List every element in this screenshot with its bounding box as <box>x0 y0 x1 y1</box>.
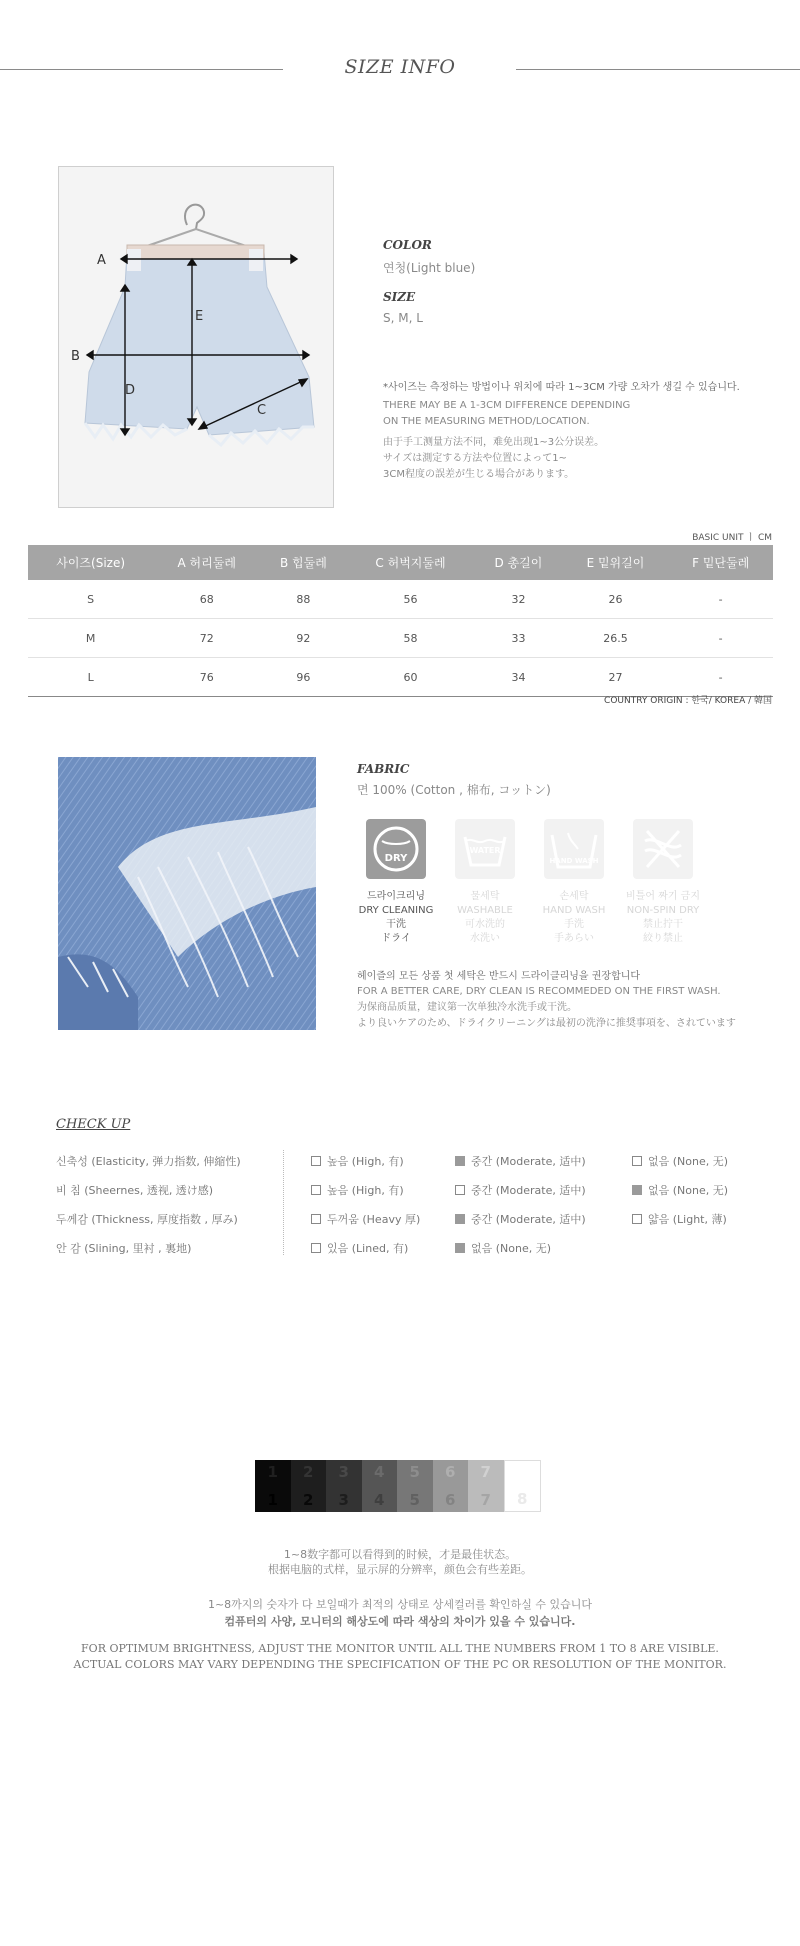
checkbox-empty <box>311 1156 321 1166</box>
measure-note-en-1: THERE MAY BE A 1-3CM DIFFERENCE DEPENDING <box>383 400 631 411</box>
checkup-option <box>455 1153 586 1169</box>
fabric-value: 면 100% (Cotton , 棉布, コットン) <box>357 783 551 797</box>
checkbox-empty <box>632 1214 642 1224</box>
col-header: A 허리둘레 <box>153 545 260 580</box>
checkup-option-text: 중간 (Moderate, 适中) <box>471 1155 586 1168</box>
diagram-label-d: D <box>125 383 136 398</box>
hanger-hook <box>185 205 204 229</box>
checkbox-empty <box>311 1243 321 1253</box>
monitor-note-cn-2: 根据电脑的式样，显示屏的分辨率，颜色会有些差距。 <box>268 1563 532 1576</box>
fabric-note-jp: より良いケアのため、ドライクリーニングは最初の洗浄に推奨事項を、されています <box>357 1018 736 1029</box>
care-line: 드라이크리닝 <box>367 891 425 902</box>
monitor-note-ko-2: 컴퓨터의 사양, 모니터의 해상도에 따라 색상의 차이가 있을 수 있습니다. <box>224 1615 576 1628</box>
table-row <box>28 619 773 658</box>
checkup-option-text: 중간 (Moderate, 适中) <box>471 1184 586 1197</box>
gray-swatch <box>291 1460 327 1512</box>
gray-swatch <box>255 1460 291 1512</box>
checkup-option <box>311 1153 404 1169</box>
diagram-label-c: C <box>257 403 267 418</box>
swatch-digit-top: 2 <box>303 1463 314 1481</box>
gray-swatch <box>433 1460 469 1512</box>
care-line: 水洗い <box>470 933 500 944</box>
swatch-digit-bottom: 1 <box>267 1491 278 1509</box>
no-spin-dry-icon <box>633 819 693 879</box>
care-line: 絞り禁止 <box>643 933 683 944</box>
swatch-digit-top: 3 <box>338 1463 349 1481</box>
fabric-note-en: FOR A BETTER CARE, DRY CLEAN IS RECOMMEDED ON THE FIRST WASH. <box>357 986 721 997</box>
measure-note-ko: *사이즈는 측정하는 방법이나 위치에 따라 1~3CM 가량 오차가 생길 수 있습니다. <box>383 382 740 393</box>
care-line: HAND WASH <box>542 905 606 916</box>
monitor-note-ko-1: 1~8까지의 숫자가 다 보일때가 최적의 상태로 상세컬러를 확인하실 수 있습니다 <box>207 1598 593 1611</box>
care-line: ドライ <box>381 933 411 944</box>
checkup-label-thickness: 두께감 (Thickness, 厚度指数 , 厚み) <box>56 1213 238 1226</box>
gray-swatch <box>504 1460 542 1512</box>
swatch-digit-bottom: 6 <box>445 1491 456 1509</box>
table-cell: 32 <box>474 580 562 619</box>
care-line: NON-SPIN DRY <box>626 905 700 916</box>
fabric-note-cn: 为保商品质量，建议第一次单独冷水洗手或干洗。 <box>357 1002 577 1013</box>
care-icon-text: DRY <box>384 853 408 864</box>
checkup-option <box>311 1240 408 1256</box>
basic-unit: BASIC UNIT ㅣ CM <box>692 533 772 543</box>
checkup-option <box>311 1211 420 1227</box>
checkup-option-text: 얇음 (Light, 薄) <box>648 1213 727 1226</box>
care-icon-text: WATER <box>469 846 501 855</box>
country-origin: COUNTRY ORIGIN : 한국/ KOREA / 韓国 <box>604 696 772 706</box>
checkup-option-text: 없음 (None, 无) <box>648 1184 729 1197</box>
care-line: DRY CLEANING <box>358 905 434 916</box>
checkbox-empty <box>311 1214 321 1224</box>
care-line: 물세탁 <box>470 891 500 902</box>
checkup-label-elasticity: 신축성 (Elasticity, 弹力指数, 伸縮性) <box>56 1155 241 1168</box>
hanger-body <box>144 229 249 247</box>
table-cell: 88 <box>260 580 346 619</box>
measure-note-jp-1: サイズは測定する方法や位置によって1~ <box>383 453 567 464</box>
checkup-option <box>311 1182 404 1198</box>
table-cell: 27 <box>563 658 669 697</box>
monitor-note-cn-1: 1~8数字都可以看得到的时候，才是最佳状态。 <box>283 1548 517 1561</box>
col-header: B 힙둘레 <box>260 545 346 580</box>
belt-loop-right <box>249 249 263 271</box>
checkup-option-text: 있음 (Lined, 有) <box>327 1242 409 1255</box>
diagram-label-b: B <box>71 349 80 364</box>
monitor-gray-scale <box>255 1460 541 1512</box>
gray-swatch <box>362 1460 398 1512</box>
hand-wash-icon <box>544 819 604 879</box>
table-cell: 92 <box>260 619 346 658</box>
gray-swatch <box>397 1460 433 1512</box>
swatch-digit-bottom: 8 <box>517 1490 528 1508</box>
checkbox-filled <box>455 1243 465 1253</box>
color-heading: COLOR <box>383 238 432 252</box>
checkup-option-text: 중간 (Moderate, 适中) <box>471 1213 586 1226</box>
color-value: 연청(Light blue) <box>383 261 476 275</box>
care-line: 禁止拧干 <box>643 919 683 930</box>
fabric-note-ko: 헤이즐의 모든 상품 첫 세탁은 반드시 드라이클리닝을 권장합니다 <box>357 971 641 982</box>
swatch-digit-bottom: 4 <box>374 1491 385 1509</box>
table-cell: 58 <box>347 619 475 658</box>
waistband <box>127 245 264 259</box>
size-heading: SIZE <box>383 290 416 304</box>
table-cell: 60 <box>347 658 475 697</box>
col-header: C 허벅지둘레 <box>347 545 475 580</box>
checkup-option-text: 두꺼움 (Heavy 厚) <box>327 1213 421 1226</box>
care-line: 可水洗的 <box>465 919 505 930</box>
shorts-shape <box>85 252 314 435</box>
table-cell: 68 <box>153 580 260 619</box>
diagram-label-a: A <box>97 253 106 268</box>
table-cell: 33 <box>474 619 562 658</box>
checkup-option <box>455 1240 551 1256</box>
checkup-option-text: 높음 (High, 有) <box>327 1184 404 1197</box>
table-cell: - <box>668 619 773 658</box>
monitor-note-en-1: FOR OPTIMUM BRIGHTNESS, ADJUST THE MONITOR UNTIL ALL THE NUMBERS FROM 1 TO 8 ARE VISIBLE. <box>81 1642 719 1655</box>
checkup-title: CHECK UP <box>56 1117 131 1132</box>
care-label-no-spin <box>608 890 718 946</box>
checkbox-filled <box>455 1156 465 1166</box>
col-header: E 밑위길이 <box>563 545 669 580</box>
swatch-digit-bottom: 7 <box>480 1491 491 1509</box>
swatch-digit-top: 6 <box>445 1463 456 1481</box>
diagram-label-e: E <box>195 309 204 324</box>
care-line: WASHABLE <box>457 905 513 916</box>
table-cell: - <box>668 580 773 619</box>
col-header: 사이즈(Size) <box>28 545 153 580</box>
swatch-digit-top: 7 <box>480 1463 491 1481</box>
dry-clean-icon <box>366 819 426 879</box>
checkup-option <box>455 1211 586 1227</box>
care-line: 手あらい <box>554 933 594 944</box>
care-icon-text: HAND WASH <box>549 857 599 865</box>
swatch-digit-bottom: 2 <box>303 1491 314 1509</box>
measurement-photo <box>58 166 334 508</box>
checkup-option <box>632 1153 728 1169</box>
care-line: 干洗 <box>386 919 406 930</box>
denim-texture <box>58 757 316 1030</box>
swatch-digit-top: 4 <box>374 1463 385 1481</box>
shorts-measurement-diagram <box>59 167 333 507</box>
monitor-note-en-2: ACTUAL COLORS MAY VARY DEPENDING THE SPECIFICATION OF THE PC OR RESOLUTION OF THE MONITOR. <box>73 1658 727 1671</box>
table-cell: S <box>28 580 153 619</box>
checkbox-filled <box>455 1214 465 1224</box>
swatch-digit-bottom: 5 <box>409 1491 420 1509</box>
checkup-label-sheerness: 비 침 (Sheernes, 透视, 透け感) <box>56 1184 214 1197</box>
checkbox-empty <box>632 1156 642 1166</box>
care-line: 손세탁 <box>559 891 589 902</box>
table-cell: M <box>28 619 153 658</box>
swatch-digit-top: 1 <box>267 1463 278 1481</box>
checkup-option <box>632 1211 727 1227</box>
table-cell: 56 <box>347 580 475 619</box>
table-cell: 72 <box>153 619 260 658</box>
table-row <box>28 658 773 697</box>
checkup-option-text: 없음 (None, 无) <box>648 1155 729 1168</box>
table-row <box>28 580 773 619</box>
measure-note-en-2: ON THE MEASURING METHOD/LOCATION. <box>383 416 590 427</box>
checkup-label-lining: 안 감 (Slining, 里衬 , 裏地) <box>56 1242 192 1255</box>
table-cell: 26.5 <box>563 619 669 658</box>
page-title: SIZE INFO <box>344 56 456 78</box>
fabric-closeup-photo <box>58 757 316 1030</box>
col-header: D 총길이 <box>474 545 562 580</box>
size-table-header <box>28 545 773 580</box>
measure-note-cn: 由于手工测量方法不同，难免出现1~3公分误差。 <box>383 437 605 448</box>
care-line: 비틀어 짜기 금지 <box>626 891 700 902</box>
size-value: S, M, L <box>383 311 423 325</box>
washable-icon <box>455 819 515 879</box>
swatch-digit-bottom: 3 <box>338 1491 349 1509</box>
table-cell: 26 <box>563 580 669 619</box>
size-table <box>28 545 773 697</box>
table-cell: 34 <box>474 658 562 697</box>
checkbox-empty <box>311 1185 321 1195</box>
measure-note-jp-2: 3CM程度の誤差が生じる場合があります。 <box>383 469 575 480</box>
gray-swatch <box>468 1460 504 1512</box>
care-line: 手洗 <box>564 919 584 930</box>
table-cell: - <box>668 658 773 697</box>
swatch-digit-top: 8 <box>517 1464 528 1482</box>
checkup-option <box>632 1182 728 1198</box>
table-cell: 76 <box>153 658 260 697</box>
checkup-option-text: 높음 (High, 有) <box>327 1155 404 1168</box>
checkup-option-text: 없음 (None, 无) <box>471 1242 552 1255</box>
swatch-digit-top: 5 <box>409 1463 420 1481</box>
checkup-option <box>455 1182 586 1198</box>
checkup-divider <box>283 1150 284 1255</box>
checkbox-filled <box>632 1185 642 1195</box>
checkbox-empty <box>455 1185 465 1195</box>
table-cell: 96 <box>260 658 346 697</box>
col-header: F 밑단둘레 <box>668 545 773 580</box>
gray-swatch <box>326 1460 362 1512</box>
table-cell: L <box>28 658 153 697</box>
fabric-heading: FABRIC <box>357 762 410 776</box>
belt-loop-left <box>127 249 141 271</box>
